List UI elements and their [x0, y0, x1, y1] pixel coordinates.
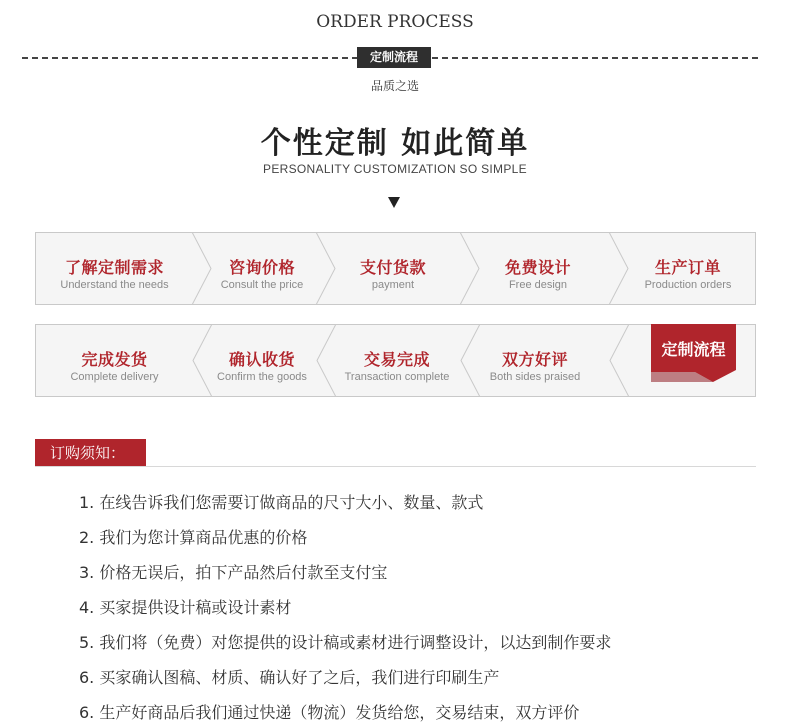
order-notice-label: 订购须知： [35, 439, 146, 467]
step-production-orders [621, 233, 755, 304]
step-label-en: Free design [508, 279, 568, 291]
step-label-cn: 确认收货 [228, 350, 295, 369]
step-label-en: Understand the needs [60, 279, 169, 291]
step-label-cn: 双方好评 [501, 350, 568, 369]
step-understand-needs [36, 233, 193, 304]
notice-item: 6. 生产好商品后我们通过快递（物流）发货给您，交易结束，双方评价 [79, 703, 580, 722]
step-label-en: Production orders [644, 279, 732, 291]
step-label-cn: 免费设计 [504, 258, 571, 277]
step-label-cn: 交易完成 [363, 350, 430, 369]
step-both-praised [468, 325, 602, 396]
step-label-en: Confirm the goods [217, 371, 307, 383]
step-label-cn: 咨询价格 [228, 258, 295, 277]
notice-divider [35, 466, 756, 467]
hero-title: 个性定制 如此简单 [260, 126, 530, 161]
step-label-cn: 完成发货 [81, 350, 148, 369]
step-label-en: Transaction complete [344, 371, 450, 383]
step-free-design [471, 233, 605, 304]
step-payment [326, 233, 460, 304]
quality-subtitle: 品质之选 [370, 79, 419, 93]
process-row-1 [35, 232, 756, 305]
process-row-2 [35, 324, 756, 397]
notice-item: 4. 买家提供设计稿或设计素材 [79, 598, 292, 617]
notice-item: 6. 买家确认图稿、材质、确认好了之后，我们进行印刷生产 [79, 668, 500, 687]
step-label-cn: 生产订单 [654, 258, 721, 277]
notice-item: 5. 我们将（免费）对您提供的设计稿或素材进行调整设计，以达到制作要求 [79, 633, 612, 652]
step-label-en: Complete delivery [70, 371, 159, 383]
process-badge: 定制流程 [357, 47, 431, 68]
step-label-en: Consult the price [220, 279, 304, 291]
hero-subtitle: PERSONALITY CUSTOMIZATION SO SIMPLE [263, 162, 527, 176]
notice-item: 1. 在线告诉我们您需要订做商品的尺寸大小、数量、款式 [79, 493, 484, 512]
order-process-title: ORDER PROCESS [316, 12, 474, 32]
step-label-en: Both sides praised [489, 371, 581, 383]
step-consult-price [201, 233, 323, 304]
step-label-en: payment [371, 279, 415, 291]
step-label-cn: 支付货款 [359, 258, 426, 277]
chevron-left-icon [608, 324, 630, 397]
notice-item: 2. 我们为您计算商品优惠的价格 [79, 528, 308, 547]
step-confirm-goods [201, 325, 323, 396]
step-complete-delivery [36, 325, 193, 396]
ribbon-label: 定制流程 [661, 340, 726, 359]
step-transaction-complete [330, 325, 464, 396]
triangle-down-icon [388, 197, 400, 208]
step-label-cn: 了解定制需求 [64, 258, 164, 277]
notice-item: 3. 价格无误后，拍下产品然后付款至支付宝 [79, 563, 388, 582]
